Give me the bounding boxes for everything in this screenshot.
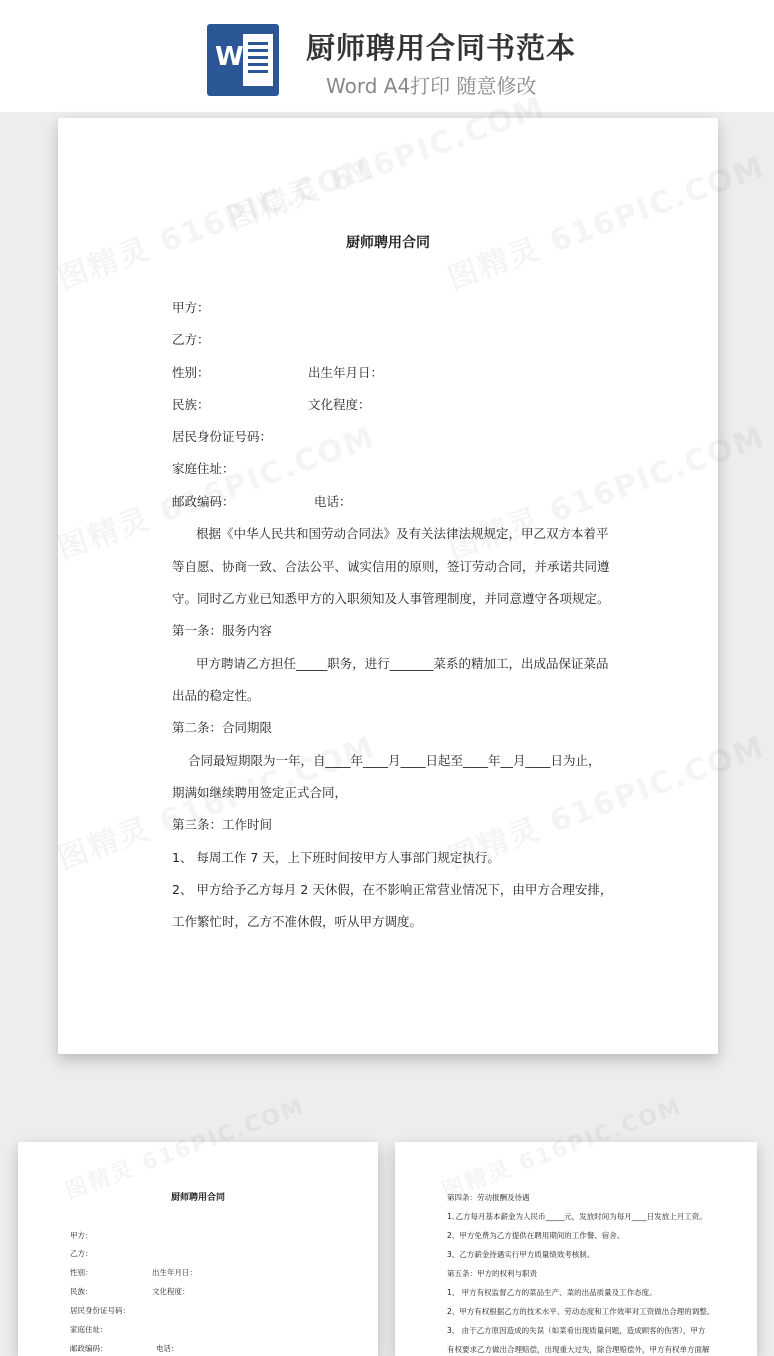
logo-letter: W	[215, 42, 244, 72]
id-number-field: 居民身份证号码：	[70, 1306, 130, 1315]
paragraph-line: 出品的稳定性。	[172, 688, 260, 703]
watermark	[441, 142, 771, 298]
contract-title: 厨师聘用合同	[346, 235, 430, 251]
birthdate-field: 出生年月日：	[152, 1268, 197, 1277]
id-number-field: 居民身份证号码：	[172, 429, 273, 444]
paragraph-line: 1、 每周工作 7 天，上下班时间按甲方人事部门规定执行。	[172, 850, 500, 865]
ethnicity-field: 民族：	[70, 1287, 93, 1296]
watermark	[51, 142, 381, 298]
page-subtitle: Word A4打印 随意修改	[326, 74, 537, 98]
header	[0, 0, 774, 112]
party-b-field: 乙方：	[172, 332, 210, 347]
document-page-3-thumbnail	[395, 1142, 757, 1356]
address-field: 家庭住址：	[172, 461, 235, 476]
birthdate-field: 出生年月日：	[308, 365, 384, 380]
party-a-field: 甲方：	[70, 1231, 93, 1240]
section-heading: 第四条：劳动报酬及待遇	[447, 1193, 530, 1202]
gender-field: 性别：	[70, 1268, 93, 1277]
education-field: 文化程度：	[152, 1287, 190, 1296]
section-heading: 第五条：甲方的权利与职责	[447, 1269, 537, 1278]
phone-field: 电话：	[314, 494, 352, 509]
postcode-field: 邮政编码：	[172, 494, 235, 509]
paragraph-line: 期满如继续聘用签定正式合同，	[172, 785, 348, 800]
phone-field: 电话：	[156, 1344, 179, 1353]
party-a-field: 甲方：	[172, 300, 210, 315]
education-field: 文化程度：	[308, 397, 371, 412]
section-heading: 第三条：工作时间	[172, 817, 273, 832]
paragraph-line: 守。同时乙方业已知悉甲方的入职须知及人事管理制度，并同意遵守各项规定。	[172, 591, 610, 606]
paragraph-line: 根据《中华人民共和国劳动合同法》及有关法律法规规定，甲乙双方本着平	[196, 526, 609, 541]
paragraph-line: 工作繁忙时，乙方不准休假，听从甲方调度。	[172, 914, 423, 929]
postcode-field: 邮政编码：	[70, 1344, 108, 1353]
paragraph-line: 1､乙方每月基本薪金为人民币_____元，发放时间为每月____日发放上月工资。	[447, 1212, 707, 1221]
watermark	[441, 412, 771, 568]
gender-field: 性别：	[172, 365, 210, 380]
page-title: 厨师聘用合同书范本	[306, 31, 577, 65]
paragraph-line: 3、乙方薪金待遇实行甲方质量绩效考核制。	[447, 1250, 595, 1259]
paragraph-line: 2、 甲方给予乙方每月 2 天休假，在不影响正常营业情况下，由甲方合理安排，	[172, 882, 613, 897]
contract-title: 厨师聘用合同	[170, 1193, 225, 1203]
address-field: 家庭住址：	[70, 1325, 108, 1334]
paragraph-line: 3、 由于乙方原因造成的失误（如菜肴出现质量问题，造成顾客的伤害），甲方	[447, 1326, 706, 1335]
ethnicity-field: 民族：	[172, 397, 210, 412]
paragraph-line: 2、甲方免费为乙方提供在聘用期间的工作餐、宿舍。	[447, 1231, 625, 1240]
document-lines-icon	[243, 34, 273, 86]
paragraph-line: 2、甲方有权根据乙方的技术水平、劳动态度和工作效率对工资做出合理的调整。	[447, 1307, 715, 1316]
paragraph-line: 合同最短期限为一年，自____年____月____日起至____年__月____日为止，	[188, 753, 601, 768]
paragraph-line: 等自愿、协商一致、合法公平、诚实信用的原则，签订劳动合同，并承诺共同遵	[172, 559, 610, 574]
word-logo-icon	[207, 24, 279, 96]
watermark	[60, 1090, 308, 1206]
watermark	[437, 1090, 685, 1206]
paragraph-line: 1、 甲方有权监督乙方的菜品生产、菜的出品质量及工作态度。	[447, 1288, 657, 1297]
document-page-2-thumbnail	[18, 1142, 378, 1356]
paragraph-line: 有权要求乙方做出合理赔偿，出现重大过失，除合理赔偿外，甲方有权单方面解	[447, 1345, 710, 1354]
party-b-field: 乙方：	[70, 1249, 93, 1258]
paragraph-line: 甲方聘请乙方担任_____职务，进行_______菜系的精加工，出成品保证菜品	[196, 656, 609, 671]
section-heading: 第一条：服务内容	[172, 623, 273, 638]
section-heading: 第二条：合同期限	[172, 720, 273, 735]
document-page-1	[58, 118, 718, 1054]
